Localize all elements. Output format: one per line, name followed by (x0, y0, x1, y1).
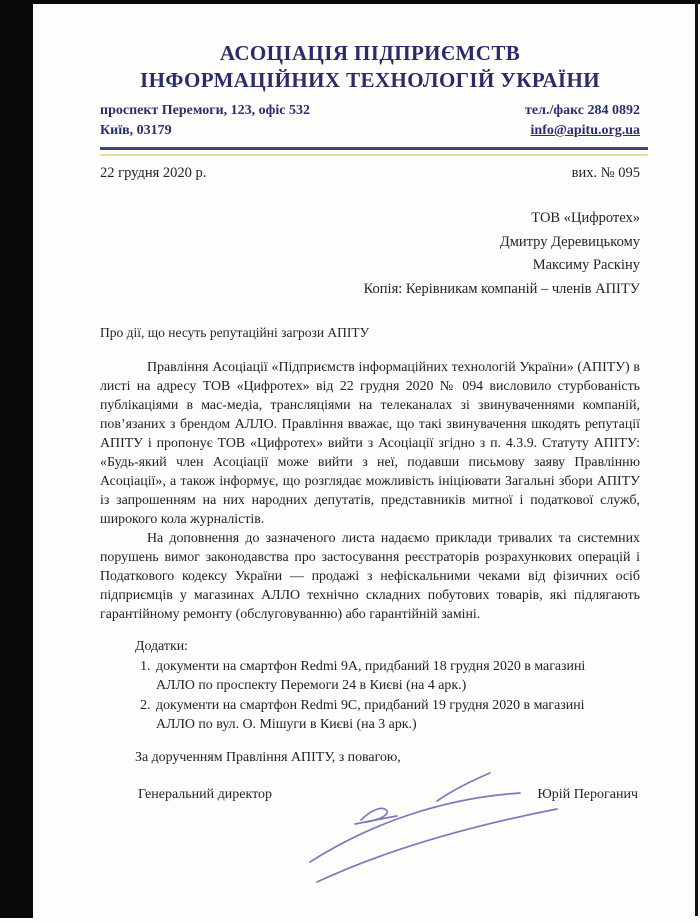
body-paragraph-2: На доповнення до зазначеного листа надаємо приклади тривалих та системних порушень вимог законодавства про застосування реєстраторів розрахункових операцій і Податкового кодексу України — продажі з нефіскальними чеками від фізичних осіб підприємців у магазинах АЛЛО технічно складних побутових товарів, які підлягають гарантійному ремонту (обслуговуванню) або гарантійній заміні. (100, 531, 640, 622)
photo-edge-left (0, 0, 33, 918)
org-name-line1: АСОЦІАЦІЯ ПІДПРИЄМСТВ (219, 41, 521, 65)
letter-subject: Про дії, що несуть репутаційні загрози АПІТУ (100, 325, 370, 340)
recipient-line: Копія: Керівникам компаній – членів АПІТУ (363, 280, 640, 297)
letter-date: 22 грудня 2020 р. (100, 165, 207, 181)
letter-ref-number: вих. № 095 (571, 165, 640, 181)
attachment-item: 2. документи на смартфон Redmi 9C, придбаний 19 грудня 2020 в магазині АЛЛО по вул. О. Мішуги в Києві (на 3 арк.) (154, 696, 624, 735)
recipient-line: Дмитру Деревицькому (499, 233, 640, 250)
recipient-line: ТОВ «Цифротех» (531, 210, 640, 226)
signature-row (138, 787, 638, 803)
recipient-line: Максиму Раскіну (532, 257, 640, 273)
signoff-line: За дорученням Правління АПІТУ, з повагою, (135, 749, 401, 765)
recipients-block (100, 207, 640, 301)
attachments-list (137, 657, 651, 735)
org-name-line2: ІНФОРМАЦІЙНИХ ТЕХНОЛОГІЙ УКРАЇНИ (140, 68, 600, 92)
org-city: Київ, 03179 (100, 123, 172, 138)
org-name (100, 40, 640, 94)
letter-meta (100, 163, 640, 183)
letterhead-contacts (100, 101, 651, 141)
org-phone: тел./факс 284 0892 (525, 103, 640, 118)
attachment-item: 1. документи на смартфон Redmi 9A, придбаний 18 грудня 2020 в магазині АЛЛО по проспекту Перемоги 24 в Києві (на 4 арк.) (154, 657, 624, 696)
signer-name: Юрій Пероганич (537, 786, 638, 802)
org-address: проспект Перемоги, 123, офіс 532 (100, 103, 310, 118)
attachments-title: Додатки: (135, 639, 189, 654)
photo-edge-right (695, 0, 698, 916)
body-paragraph-1: Правління Асоціації «Підприємств інформаційних технологій України» (АПІТУ) в листі на адресу ТОВ «Цифротех» від 22 грудня 2020 № 094 висловило стурбованість публікаціями в мас-медіа, трансляціями на телеканалах зі звинуваченнями компаній, пов’язаних з брендом АЛЛО. Правління вважає, що такі звинувачення шкодять репутації АПІТУ і пропонує ТОВ «Цифротех» вийти з Асоціації згідно з п. 4.3.9. Статуту АПІТУ: «Будь-який член Асоціації може вийти з неї, подавши письмову заяву Правлінню Асоціації», а також інформує, що розглядає можливість ініціювати Загальні збори АПІТУ із запрошенням на них народних депутатів, представників митної і податкової служб, широкого кола журналістів. (100, 360, 640, 527)
signer-position: Генеральний директор (138, 786, 273, 802)
letter-page (33, 4, 695, 918)
attachments-block (135, 637, 651, 735)
letterhead-divider (100, 147, 648, 156)
org-email-link[interactable]: info@apitu.org.ua (530, 123, 640, 138)
